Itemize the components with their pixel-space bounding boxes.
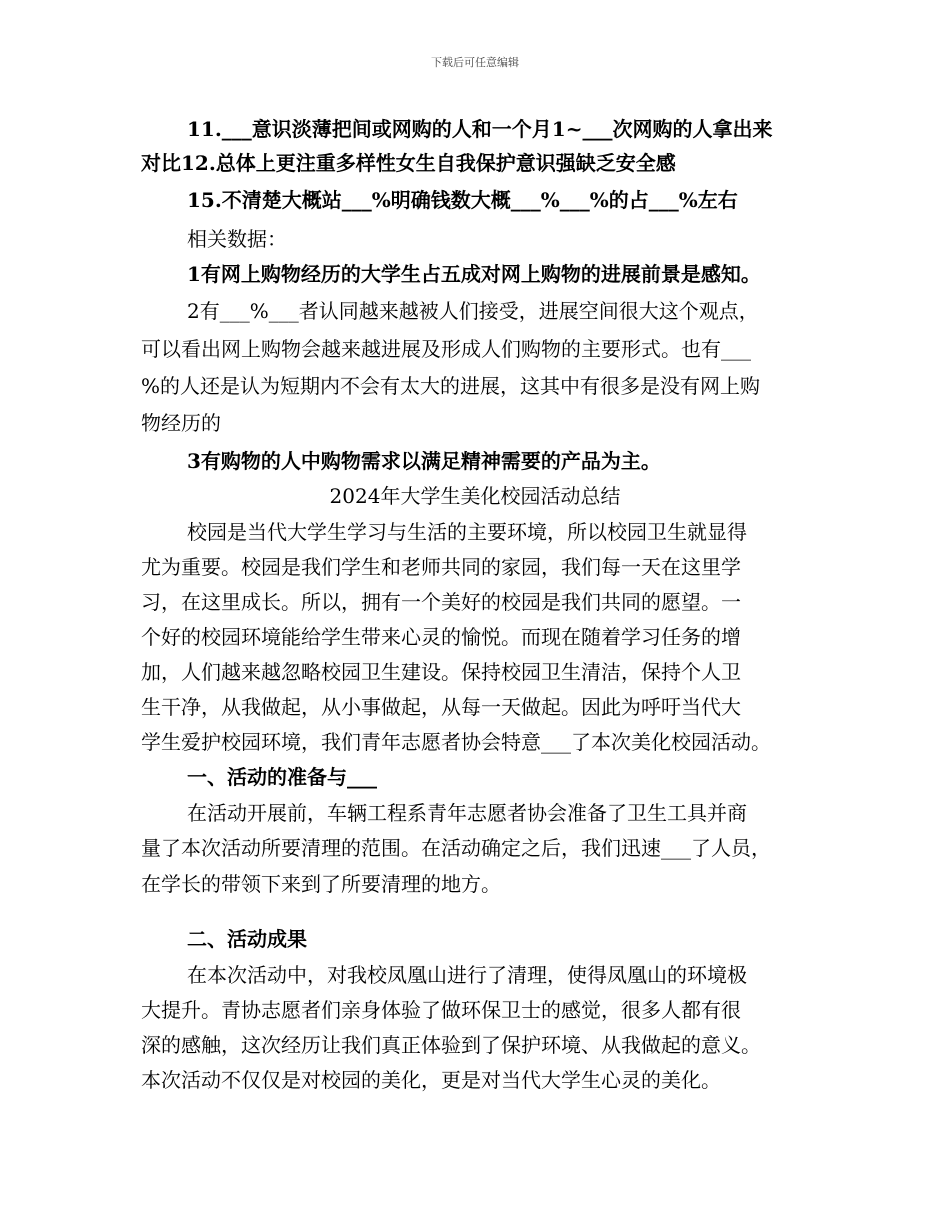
paragraph-line: 在本次活动中，对我校凤凰山进行了清理，使得凤凰山的环境极 xyxy=(187,963,747,987)
paragraph-line: %的人还是认为短期内不会有太大的进展，这其中有很多是没有网上购 xyxy=(141,374,761,398)
paragraph-line: 个好的校园环境能给学生带来心灵的愉悦。而现在随着学习任务的增 xyxy=(141,625,741,649)
paragraph-line: 本次活动不仅仅是对校园的美化，更是对当代大学生心灵的美化。 xyxy=(141,1068,721,1092)
survey-item-11: 11.___意识淡薄把间或网购的人和一个月1~___次网购的人拿出来 xyxy=(187,117,773,141)
related-data-label: 相关数据： xyxy=(187,227,287,251)
paragraph-line: 在活动开展前，车辆工程系青年志愿者协会准备了卫生工具并商 xyxy=(187,801,747,825)
paragraph-line: 在学长的带领下来到了所要清理的地方。 xyxy=(141,872,501,896)
page-header: 下载后可任意编辑 xyxy=(431,56,519,69)
data-point-3: 3有购物的人中购物需求以满足精神需要的产品为主。 xyxy=(187,449,661,473)
paragraph-line: 加，人们越来越忽略校园卫生建设。保持校园卫生清洁，保持个人卫 xyxy=(141,660,741,684)
paragraph-line: 可以看出网上购物会越来越进展及形成人们购物的主要形式。也有___ xyxy=(141,337,751,361)
paragraph-line: 校园是当代大学生学习与生活的主要环境，所以校园卫生就显得 xyxy=(187,520,747,544)
paragraph-line: 尤为重要。校园是我们学生和老师共同的家园，我们每一天在这里学 xyxy=(141,555,741,579)
paragraph-line: 习，在这里成长。所以，拥有一个美好的校园是我们共同的愿望。一 xyxy=(141,590,741,614)
document-title: 2024年大学生美化校园活动总结 xyxy=(329,484,621,508)
data-point-2: 2有___%___者认同越来越被人们接受，进展空间很大这个观点， xyxy=(187,299,759,323)
paragraph-line: 生干净，从我做起，从小事做起，从每一天做起。因此为呼吁当代大 xyxy=(141,695,741,719)
paragraph-line: 量了本次活动所要清理的范围。在活动确定之后，我们迅速___了人员， xyxy=(141,836,771,860)
section-heading-preparation: 一、活动的准备与___ xyxy=(187,765,377,789)
paragraph-line: 深的感触，这次经历让我们真正体验到了保护环境、从我做起的意义。 xyxy=(141,1033,761,1057)
survey-item-11-cont: 对比12.总体上更注重多样性女生自我保护意识强缺乏安全感 xyxy=(141,151,676,175)
survey-item-15: 15.不清楚大概站___%明确钱数大概___%___%的占___%左右 xyxy=(187,188,738,212)
paragraph-line: 学生爱护校园环境，我们青年志愿者协会特意___了本次美化校园活动。 xyxy=(141,730,771,754)
paragraph-line: 物经历的 xyxy=(141,411,221,435)
section-heading-results: 二、活动成果 xyxy=(187,927,307,951)
data-point-1: 1有网上购物经历的大学生占五成对网上购物的进展前景是感知。 xyxy=(187,262,761,286)
paragraph-line: 大提升。青协志愿者们亲身体验了做环保卫士的感觉，很多人都有很 xyxy=(141,998,741,1022)
